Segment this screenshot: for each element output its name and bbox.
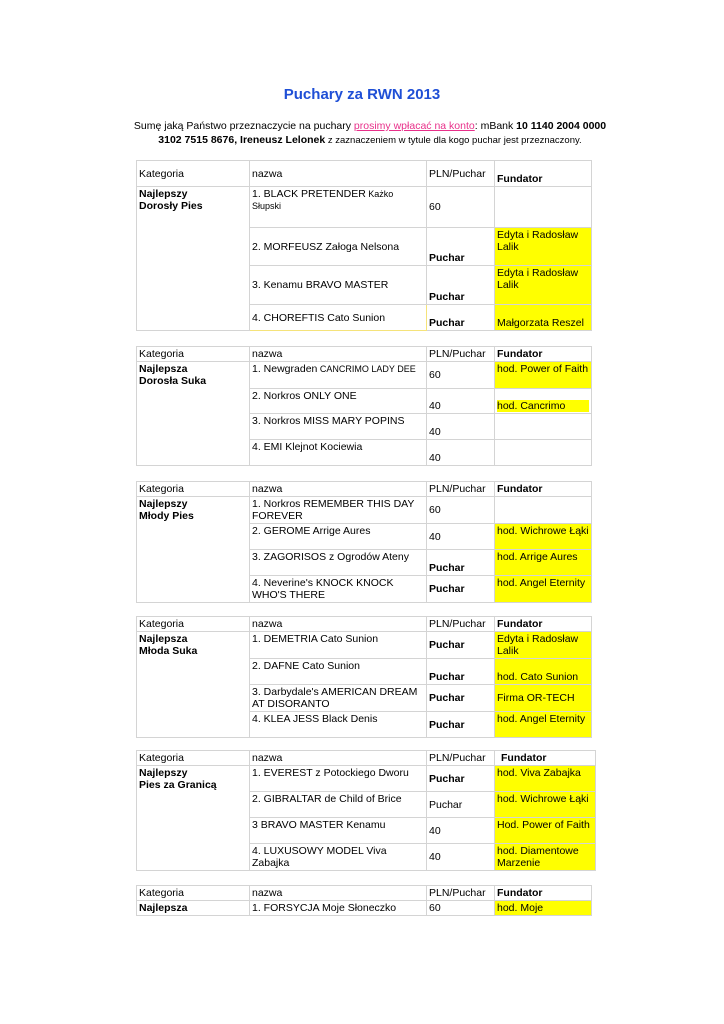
- dog-name: 2. MORFEUSZ Załoga Nelsona: [250, 228, 427, 266]
- pln-value: 40: [427, 818, 495, 844]
- fundator: hod. Power of Faith: [495, 362, 592, 389]
- header-pln: PLN/Puchar: [427, 161, 495, 187]
- dog-name-main: 1. Newgraden: [252, 363, 318, 375]
- dog-name: 2. Norkros ONLY ONE: [250, 389, 427, 414]
- category-line-1: Najlepszy: [139, 188, 188, 200]
- category-cell: [137, 187, 250, 331]
- fundator: Hod. Power of Faith: [495, 818, 596, 844]
- header-name: nazwa: [250, 482, 427, 497]
- pln-value: 40: [427, 524, 495, 550]
- trophy-table-adult-male: [136, 160, 592, 331]
- fundator: [495, 414, 592, 440]
- header-fundator: Fundator: [495, 886, 592, 901]
- dog-name: 4. EMI Klejnot Kociewia: [250, 440, 427, 466]
- header-fundator: Fundator: [495, 161, 592, 187]
- pln-value: Puchar: [427, 305, 495, 331]
- dog-name: 4. Neverine's KNOCK KNOCK WHO'S THERE: [250, 576, 427, 603]
- category-line-2: Młoda Suka: [139, 645, 198, 657]
- dog-name: [250, 362, 427, 389]
- header-category: Kategoria: [137, 161, 250, 187]
- pln-value: Puchar: [427, 712, 495, 738]
- pln-value: Puchar: [427, 576, 495, 603]
- header-name: nazwa: [250, 886, 427, 901]
- table-row: [137, 362, 592, 389]
- table-header-row: [137, 347, 592, 362]
- dog-name: 3. Norkros MISS MARY POPINS: [250, 414, 427, 440]
- dog-name: 1. DEMETRIA Cato Sunion: [250, 632, 427, 659]
- dog-name: 2. GIBRALTAR de Child of Brice: [250, 792, 427, 818]
- fundator: hod. Cato Sunion: [495, 659, 592, 685]
- dog-name: 3. ZAGORISOS z Ogrodów Ateny: [250, 550, 427, 576]
- category-cell: [137, 362, 250, 466]
- table-header-row: [137, 751, 596, 766]
- pln-value: 60: [427, 901, 495, 916]
- dog-name: [250, 187, 427, 228]
- header-pln: PLN/Puchar: [427, 886, 495, 901]
- fundator: [495, 187, 592, 228]
- pln-value: 60: [427, 187, 495, 228]
- table-header-row: [137, 161, 592, 187]
- fundator: hod. Moje: [495, 901, 592, 916]
- category-line-1: Najlepsza: [139, 363, 188, 375]
- fundator: Firma OR-TECH: [495, 685, 592, 712]
- header-category: Kategoria: [137, 347, 250, 362]
- category-line-2: Młody Pies: [139, 510, 194, 522]
- header-category: Kategoria: [137, 482, 250, 497]
- fundator: hod. Angel Eternity: [495, 576, 592, 603]
- fundator: hod. Arrige Aures: [495, 550, 592, 576]
- fundator: [495, 440, 592, 466]
- fundator: hod. Cancrimo: [497, 400, 589, 412]
- fundator: Małgorzata Reszel: [495, 305, 592, 331]
- header-pln: PLN/Puchar: [427, 751, 495, 766]
- intro-text-3: z zaznaczeniem w tytule dla kogo puchar jest przeznaczony.: [325, 135, 582, 146]
- category-line-2: Dorosła Suka: [139, 375, 207, 387]
- account-number-2: 3102 7515 8676, Ireneusz Lelonek: [158, 134, 326, 146]
- dog-name-kennel: Każko Słupski: [252, 189, 394, 211]
- header-pln: PLN/Puchar: [427, 347, 495, 362]
- pln-value: Puchar: [427, 766, 495, 792]
- intro-paragraph: [100, 119, 640, 148]
- pln-value: 60: [427, 497, 495, 524]
- fundator: Edyta i Radosław Lalik: [495, 632, 592, 659]
- fundator: hod. Diamentowe Marzenie: [495, 844, 596, 871]
- pln-value: Puchar: [427, 632, 495, 659]
- trophy-table-adult-female: [136, 346, 592, 466]
- pln-value: 40: [427, 440, 495, 466]
- intro-text-2: : mBank: [474, 120, 517, 132]
- pln-value: 40: [427, 414, 495, 440]
- category-cell: [137, 632, 250, 738]
- dog-name: 1. EVEREST z Potockiego Dworu: [250, 766, 427, 792]
- fundator: [495, 497, 592, 524]
- intro-text-1: Sumę jaką Państwo przeznaczycie na puchary: [133, 120, 354, 132]
- dog-name: 3. Darbydale's AMERICAN DREAM AT DISORANTO: [250, 685, 427, 712]
- fundator: hod. Angel Eternity: [495, 712, 592, 738]
- pln-value: Puchar: [427, 550, 495, 576]
- table-header-row: [137, 886, 592, 901]
- trophy-table-junior-male: [136, 481, 592, 603]
- category-cell: Najlepsza: [137, 901, 250, 916]
- dog-name: 2. DAFNE Cato Sunion: [250, 659, 427, 685]
- header-pln: PLN/Puchar: [427, 617, 495, 632]
- dog-name-kennel: CANCRIMO LADY DEE: [317, 364, 416, 374]
- dog-name-main: 1. BLACK PRETENDER: [252, 188, 366, 200]
- dog-name: 1. Norkros REMEMBER THIS DAY FOREVER: [250, 497, 427, 524]
- pln-value: 60: [427, 362, 495, 389]
- table-header-row: [137, 482, 592, 497]
- pln-value: Puchar: [427, 685, 495, 712]
- table-row: [137, 187, 592, 228]
- category-line-2: Dorosły Pies: [139, 200, 203, 212]
- table-header-row: [137, 617, 592, 632]
- category-line-2: Pies za Granicą: [139, 779, 217, 791]
- fundator: hod. Wichrowe Łąki: [495, 792, 596, 818]
- dog-name: 2. GEROME Arrige Aures: [250, 524, 427, 550]
- table-row: [137, 766, 596, 792]
- fundator-cell: [495, 389, 592, 414]
- fundator: Edyta i Radosław Lalik: [495, 228, 592, 266]
- header-category: Kategoria: [137, 751, 250, 766]
- trophy-table-partial: [136, 885, 592, 916]
- header-name: nazwa: [250, 617, 427, 632]
- table-row: [137, 901, 592, 916]
- header-name: nazwa: [250, 161, 427, 187]
- fundator: hod. Wichrowe Łąki: [495, 524, 592, 550]
- category-line-1: Najlepszy: [139, 498, 188, 510]
- page-title: Puchary za RWN 2013: [283, 86, 441, 103]
- account-number-1: 10 1140 2004 0000: [516, 120, 607, 132]
- dog-name: 4. KLEA JESS Black Denis: [250, 712, 427, 738]
- pln-value: Puchar: [427, 659, 495, 685]
- header-fundator: Fundator: [495, 617, 592, 632]
- header-name: nazwa: [250, 751, 427, 766]
- trophy-table-abroad: [136, 750, 596, 871]
- dog-name: 4. CHOREFTIS Cato Sunion: [250, 305, 427, 331]
- pln-value: Puchar: [427, 266, 495, 305]
- dog-name: 4. LUXUSOWY MODEL Viva Zabajka: [250, 844, 427, 871]
- header-category: Kategoria: [137, 617, 250, 632]
- dog-name: 1. FORSYCJA Moje Słoneczko: [250, 901, 427, 916]
- header-name: nazwa: [250, 347, 427, 362]
- pln-value: Puchar: [427, 792, 495, 818]
- fundator: Edyta i Radosław Lalik: [495, 266, 592, 305]
- category-cell: [137, 766, 250, 871]
- table-row: [137, 497, 592, 524]
- category-cell: [137, 497, 250, 603]
- header-fundator: Fundator: [495, 482, 592, 497]
- pln-value: Puchar: [427, 228, 495, 266]
- category-line-1: Najlepszy: [139, 767, 188, 779]
- header-fundator: Fundator: [495, 347, 592, 362]
- table-row: [137, 632, 592, 659]
- pln-value: 40: [427, 389, 495, 414]
- header-pln: PLN/Puchar: [427, 482, 495, 497]
- account-link[interactable]: prosimy wpłacać na konto: [353, 120, 475, 132]
- header-fundator: Fundator: [495, 751, 596, 766]
- dog-name: 3 BRAVO MASTER Kenamu: [250, 818, 427, 844]
- fundator: hod. Viva Zabajka: [495, 766, 596, 792]
- category-line-1: Najlepsza: [139, 633, 188, 645]
- trophy-table-junior-female: [136, 616, 592, 738]
- dog-name: 3. Kenamu BRAVO MASTER: [250, 266, 427, 305]
- pln-value: 40: [427, 844, 495, 871]
- header-category: Kategoria: [137, 886, 250, 901]
